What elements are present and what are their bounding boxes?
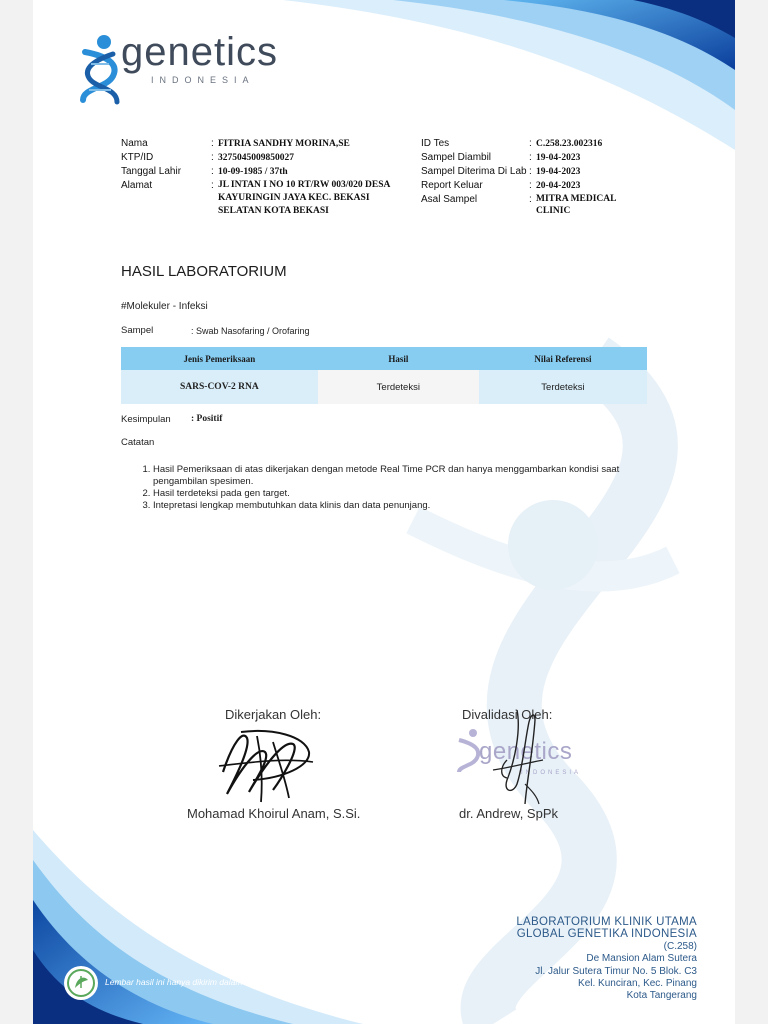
test-category: #Molekuler - Infeksi [121,301,208,312]
sample-origin-row [421,193,651,217]
colon: : [211,152,214,163]
patient-address-row [121,179,421,218]
report-date: 20-04-2023 [536,181,581,191]
label: Report Keluar [421,180,483,191]
validated-by-label: Divalidasi Oleh: [462,707,553,722]
patient-info [121,137,421,218]
address-line: De Mansion Alam Sutera [586,953,697,965]
lab-name-line2: GLOBAL GENETIKA INDONESIA [516,928,697,941]
label: Tanggal Lahir [121,166,182,177]
address-line: Kel. Kunciran, Kec. Pinang [578,978,697,990]
patient-name: FITRIA SANDHY MORINA,SE [218,139,350,149]
test-id-row [421,137,651,151]
colon: : [211,166,214,177]
label: Asal Sampel [421,194,478,205]
label: ID Tes [421,138,450,149]
test-id: C.258.23.002316 [536,139,603,149]
lab-name-line1: LABORATORIUM KLINIK UTAMA [516,916,697,928]
colon: : [211,138,214,149]
list-item: 2. Hasil terdeteksi pada gen target. [153,488,673,500]
colon: : [529,152,532,163]
cell-test: SARS-COV-2 RNA [121,370,318,404]
header-test: Jenis Pemeriksaan [121,347,318,370]
sample-received-date: 19-04-2023 [536,167,581,177]
label: KTP/ID [121,152,154,163]
address-line: Kota Tangerang [626,990,697,1002]
sample-taken-row [421,151,651,165]
lab-report-page [33,0,735,1024]
validator-signature [477,700,557,810]
report-date-row [421,179,651,193]
lab-code: (C.258) [663,940,697,952]
patient-id-row [121,151,421,165]
stamp-subtitle: INDONESIA [521,770,582,776]
softcopy-note: Lembar hasil ini hanya dikirim dalam bentuk softcopy [105,977,305,987]
colon: : [529,138,532,149]
colon: : [529,194,532,205]
patient-dob: 10-09-1985 / 37th [218,167,288,177]
validator-name: dr. Andrew, SpPk [459,806,559,821]
list-item: 1. Hasil Pemeriksaan di atas dikerjakan dengan metode Real Time PCR dan hanya menggambarkan kondisi saat pengambilan spesimen. [153,464,673,488]
sample-label: Sampel [121,325,154,336]
results-table [121,347,647,404]
label: Nama [121,138,148,149]
logo-subtitle: INDONESIA [151,75,255,85]
colon: : [529,180,532,191]
label: Sampel Diambil [421,152,492,163]
colon: : [529,166,532,177]
cell-reference: Terdeteksi [479,370,647,404]
list-item: 3. Intepretasi lengkap membutuhkan data klinis dan data penunjang. [153,500,673,512]
sample-origin: MITRA MEDICAL CLINIC [536,194,616,216]
performer-signature [213,722,318,804]
sample-received-row [421,165,651,179]
sample-value: : Swab Nasofaring / Orofaring [191,326,310,336]
patient-name-row [121,137,421,151]
label: Sampel Diterima Di Lab [421,166,527,177]
table-header-row [121,347,647,370]
sample-taken-date: 19-04-2023 [536,153,581,163]
notes-label: Catatan [121,437,155,448]
label: Alamat [121,180,153,191]
logo-wordmark: genetics [121,30,278,74]
table-row [121,370,647,404]
performer-name: Mohamad Khoirul Anam, S.Si. [187,806,361,821]
header-result: Hasil [318,347,479,370]
header-reference: Nilai Referensi [479,347,647,370]
stamp-wordmark: genetics [479,738,573,765]
colon: : [211,180,214,191]
test-info [421,137,651,217]
lab-address-block [437,916,697,1003]
patient-id: 3275045009850027 [218,153,294,163]
address-line: Jl. Jalur Sutera Timur No. 5 Blok. C3 [535,965,697,977]
notes-list [125,464,673,512]
patient-address: JL INTAN I NO 10 RT/RW 003/020 DESA KAYURINGIN JAYA KEC. BEKASI SELATAN KOTA BEKASI [218,180,390,216]
performed-by-label: Dikerjakan Oleh: [225,707,322,722]
patient-dob-row [121,165,421,179]
cell-result: Terdeteksi [318,370,479,404]
report-title: HASIL LABORATORIUM [121,263,287,280]
dna-logo-icon [77,34,125,108]
conclusion-value: : Positif [191,414,223,424]
conclusion-label: Kesimpulan [121,414,171,425]
